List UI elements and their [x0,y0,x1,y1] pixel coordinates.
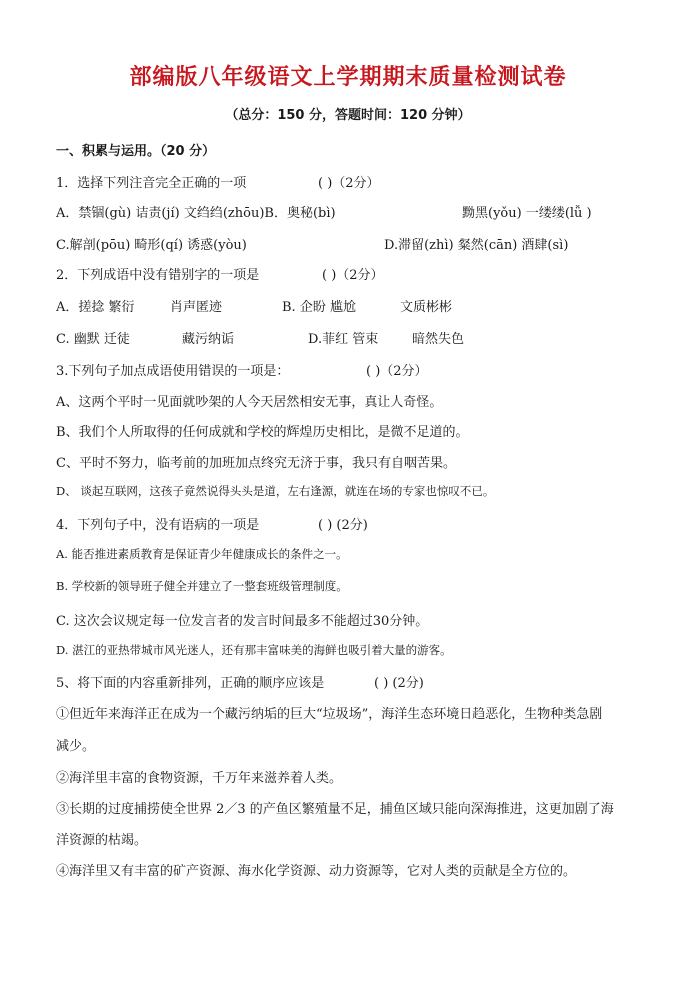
exam-subtitle: （总分：150 分，答题时间：120 分钟） [225,108,471,123]
q4-answer-paren: ( ) (2分) [318,518,368,533]
q3-option-d: D、 谈起互联网，这孩子竟然说得头头是道，左右逢源，就连在场的专家也惊叹不已。 [56,484,495,498]
q4-option-a: A. 能否推进素质教育是保证青少年健康成长的条件之一。 [56,547,348,561]
q5-sentence-1: ①但近年来海洋正在成为一个藏污纳垢的巨大“垃圾场”，海洋生态环境日趋恶化，生物种类急剧 [56,707,603,722]
q3-option-a: A、这两个平时一见面就吵架的人今天居然相安无事，真让人奇怪。 [56,395,443,410]
q5-sentence-3-cont: 洋资源的枯竭。 [56,833,148,848]
q2-option-b-cont: 文质彬彬 [400,300,453,315]
q4-stem: 4．下列句子中，没有语病的一项是 [56,518,260,533]
q3-stem: 3.下列句子加点成语使用错误的一项是： [56,364,290,379]
q2-option-a-cont: 肖声匿迹 [170,300,223,315]
exam-title: 部编版八年级语文上学期期末质量检测试卷 [129,65,567,90]
q3-answer-paren: ( )（2分） [366,364,428,379]
section-heading: 一、积累与运用。（20 分） [56,144,216,159]
q4-option-c: C. 这次会议规定每一位发言者的发言时间最多不能超过30分钟。 [56,614,429,629]
q5-answer-paren: ( ) (2分) [374,676,424,691]
q1-option-b-cont: 黝黑(yǒu) 一缕缕(lǚ ) [462,206,592,221]
q1-option-c: C.解剖(pōu) 畸形(qí) 诱惑(yòu) [56,238,247,253]
q1-option-d: D.滞留(zhì) 粲然(cān) 酒肆(sì) [384,238,569,253]
q5-sentence-1-cont: 减少。 [56,739,96,754]
q2-option-d: D.菲红 管束 [308,332,379,347]
q2-stem: 2．下列成语中没有错别字的一项是 [56,268,260,283]
q5-sentence-2: ②海洋里丰富的食物资源，千万年来滋养着人类。 [56,771,343,786]
q2-option-d-cont: 暗然失色 [412,332,465,347]
q1-option-a: A．禁锢(gù) 诘责(jí) 文绉绉(zhōu)B．奥秘(bì) [56,206,336,221]
q2-option-a: A．搓捻 繁衍 [56,300,135,315]
q2-answer-paren: ( )（2分） [322,268,384,283]
q3-option-c: C、平时不努力，临考前的加班加点终究无济于事，我只有自咽苦果。 [56,456,456,471]
q1-answer-paren: ( )（2分） [318,176,380,191]
q4-option-d: D. 湛江的亚热带城市风光迷人，还有那丰富味美的海鲜也吸引着大量的游客。 [56,643,452,657]
q4-option-b: B. 学校新的领导班子健全并建立了一整套班级管理制度。 [56,579,348,593]
q3-option-b: B、我们个人所取得的任何成就和学校的辉煌历史相比，是微不足道的。 [56,425,469,440]
q2-option-c: C. 幽默 迁徒 [56,332,130,347]
q1-stem: 1．选择下列注音完全正确的一项 [56,176,247,191]
q5-sentence-4: ④海洋里又有丰富的矿产资源、海水化学资源、动力资源等，它对人类的贡献是全方位的。 [56,864,577,879]
q5-sentence-3: ③长期的过度捕捞使全世界 2／3 的产鱼区繁殖量不足，捕鱼区域只能向深海推进，这更加剧了海 [56,802,614,817]
q2-option-c-cont: 藏污纳诟 [182,332,235,347]
q2-option-b: B. 企盼 尴尬 [282,300,356,315]
q5-stem: 5、将下面的内容重新排列，正确的顺序应该是 [56,676,325,691]
